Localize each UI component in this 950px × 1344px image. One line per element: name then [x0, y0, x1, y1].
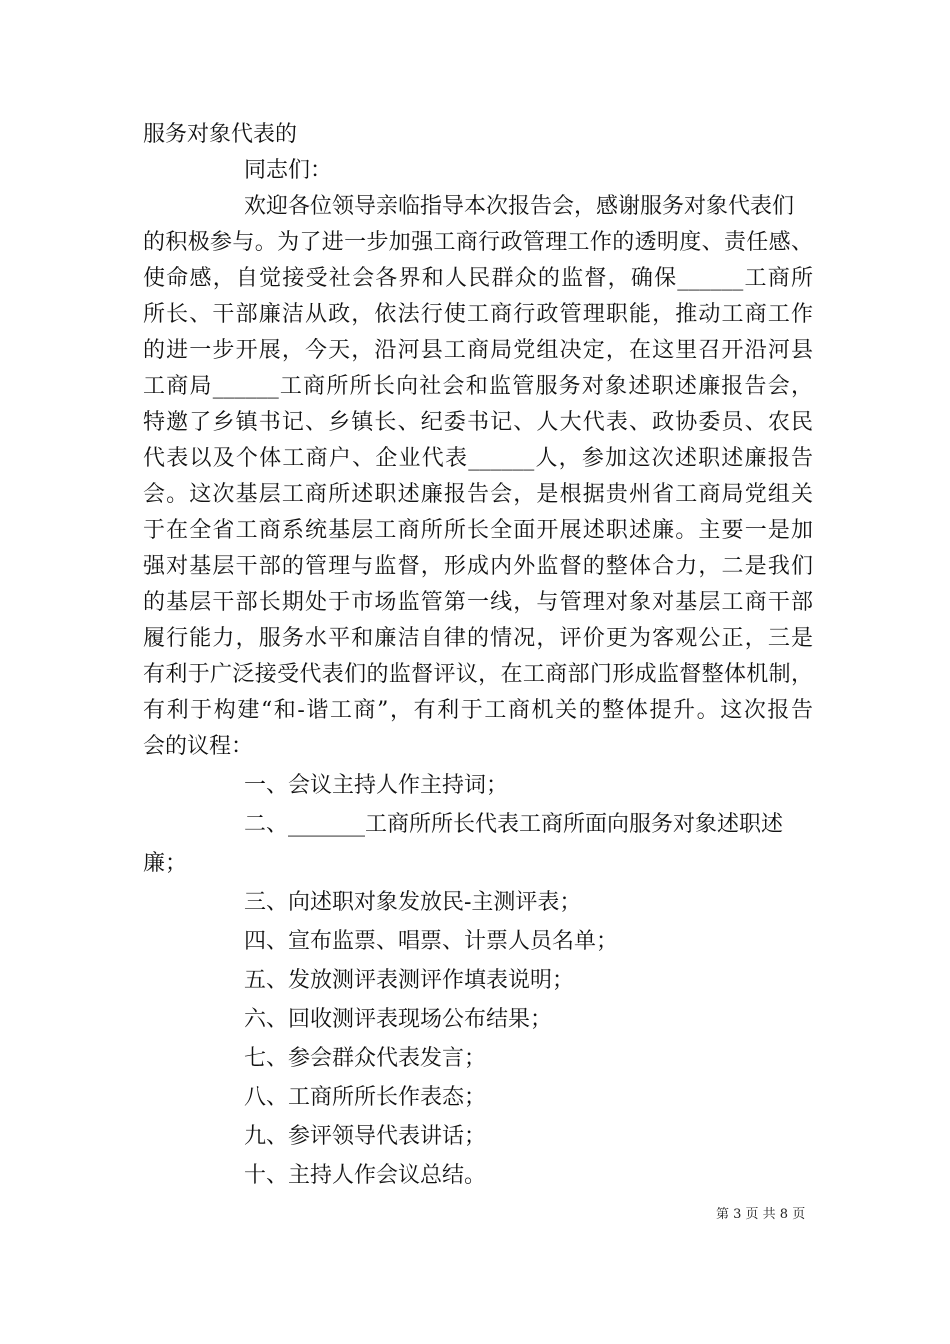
agenda-item: 四、宣布监票、唱票、计票人员名单； [244, 929, 619, 954]
page-number: 第 3 页 共 8 页 [716, 1207, 806, 1222]
document-body [143, 120, 813, 1191]
body-line: 特邀了乡镇书记、乡镇长、纪委书记、人大代表、政协委员、农民 [143, 410, 813, 435]
body-line: 使命感，自觉接受社会各界和人民群众的监督，确保______工商所 [143, 266, 813, 291]
body-line: 的进一步开展，今天，沿河县工商局党组决定，在这里召开沿河县 [143, 338, 813, 363]
body-line: 代表以及个体工商户、企业代表______人，参加这次述职述廉报告 [143, 446, 813, 471]
agenda-item: 一、会议主持人作主持词； [244, 773, 509, 798]
body-line: 有利于构建“和-谐工商”，有利于工商机关的整体提升。这次报告 [143, 698, 813, 723]
body-line: 强对基层干部的管理与监督，形成内外监督的整体合力，二是我们 [143, 554, 813, 579]
heading-fragment: 服务对象代表的 [143, 122, 298, 147]
agenda-item-continuation: 廉； [143, 851, 188, 876]
body-line: 于在全省工商系统基层工商所所长全面开展述职述廉。主要一是加 [143, 518, 813, 543]
body-line: 会的议程： [143, 734, 254, 759]
salutation: 同志们： [244, 158, 333, 183]
agenda-item: 七、参会群众代表发言； [244, 1046, 487, 1071]
body-line: 会。这次基层工商所述职述廉报告会，是根据贵州省工商局党组关 [143, 482, 813, 507]
body-line: 工商局______工商所所长向社会和监管服务对象述职述廉报告会， [143, 374, 813, 399]
body-line: 欢迎各位领导亲临指导本次报告会，感谢服务对象代表们 [244, 194, 795, 219]
agenda-item: 三、向述职对象发放民-主测评表； [244, 890, 582, 915]
body-line: 有利于广泛接受代表们的监督评议，在工商部门形成监督整体机制， [143, 662, 813, 687]
agenda-item: 八、工商所所长作表态； [244, 1085, 487, 1110]
body-line: 履行能力，服务水平和廉洁自律的情况，评价更为客观公正，三是 [143, 626, 813, 651]
agenda-item: 五、发放测评表测评作填表说明； [244, 968, 575, 993]
agenda-item: 六、回收测评表现场公布结果； [244, 1007, 553, 1032]
agenda-item: 二、_______工商所所长代表工商所面向服务对象述职述 [244, 812, 784, 837]
agenda-item: 十、主持人作会议总结。 [244, 1163, 487, 1188]
body-line: 的积极参与。为了进一步加强工商行政管理工作的透明度、责任感、 [143, 230, 813, 255]
body-line: 的基层干部长期处于市场监管第一线，与管理对象对基层工商干部 [143, 590, 813, 615]
body-line: 所长、干部廉洁从政，依法行使工商行政管理职能，推动工商工作 [143, 302, 813, 327]
agenda-item: 九、参评领导代表讲话； [244, 1124, 487, 1149]
